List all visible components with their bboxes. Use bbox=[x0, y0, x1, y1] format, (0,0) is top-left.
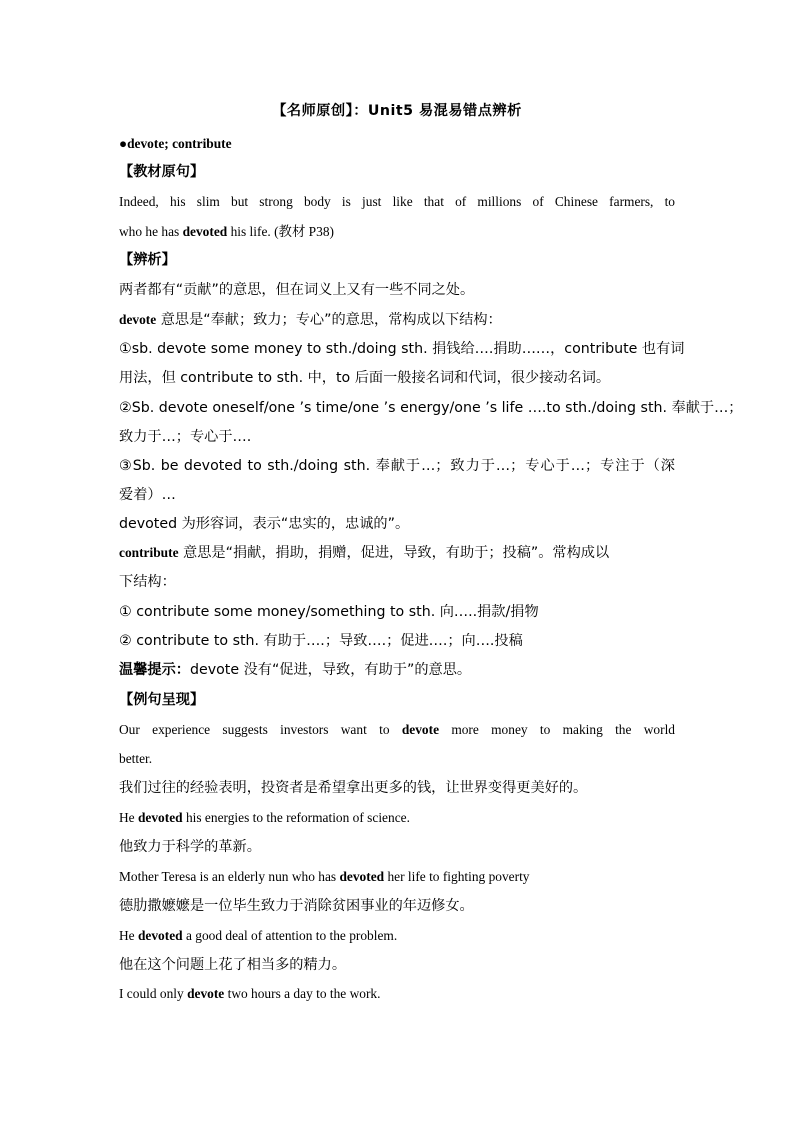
text-span: 意思是“奉献；致力；专心”的意思，常构成以下结构： bbox=[156, 312, 502, 328]
page-title: 【名师原创】：Unit5 易混易错点辨析 bbox=[272, 103, 522, 119]
tip-line bbox=[119, 660, 675, 680]
tip-text: devote 没有“促进，导致，有助于”的意思。 bbox=[189, 662, 472, 678]
example-1-en-line1 bbox=[119, 720, 675, 740]
text-span: his life. (教材 P38) bbox=[227, 224, 334, 239]
text-span: two hours a day to the work. bbox=[224, 986, 381, 1001]
text-span: He bbox=[119, 810, 138, 825]
example-1-zh: 我们过往的经验表明，投资者是希望拿出更多的钱，让世界变得更美好的。 bbox=[119, 780, 588, 796]
textbook-sentence-line1: Indeed, his slim but strong body is just like that of millions of Chinese farmers, to bbox=[119, 194, 675, 209]
textbook-sentence-line2 bbox=[119, 222, 675, 242]
bold-keyword: contribute bbox=[119, 545, 179, 560]
devote-item-1-line1: ①sb. devote some money to sth./doing sth. 捐钱给….捐助……，contribute 也有词 bbox=[119, 341, 685, 357]
bold-keyword: devoted bbox=[182, 224, 228, 239]
contribute-meaning-line1 bbox=[119, 543, 675, 563]
text-span: more money to making the world bbox=[439, 722, 675, 737]
section-examples-heading: 【例句呈现】 bbox=[119, 692, 205, 708]
analysis-intro: 两者都有“贡献”的意思，但在词义上又有一些不同之处。 bbox=[119, 282, 475, 298]
bold-keyword: devote bbox=[187, 986, 225, 1001]
section-analysis-heading: 【辨析】 bbox=[119, 252, 176, 268]
contribute-meaning-line2: 下结构： bbox=[119, 574, 176, 590]
text-span: her life to fighting poverty bbox=[384, 869, 530, 884]
example-4-zh: 他在这个问题上花了相当多的精力。 bbox=[119, 957, 347, 973]
example-2-zh: 他致力于科学的革新。 bbox=[119, 839, 261, 855]
devoted-note: devoted 为形容词，表示“忠实的，忠诚的”。 bbox=[119, 516, 410, 532]
devote-item-2-line1: ②Sb. devote oneself/one ’s time/one ’s energy/one ’s life ….to sth./doing sth. 奉献于…； bbox=[119, 400, 743, 416]
example-5-en bbox=[119, 984, 675, 1004]
devote-item-3-line1: ③Sb. be devoted to sth./doing sth. 奉献于…；致力于…；专心于…；专注于（深 bbox=[119, 458, 675, 474]
tip-label: 温馨提示： bbox=[119, 662, 190, 678]
example-2-en bbox=[119, 808, 675, 828]
section-textbook-heading: 【教材原句】 bbox=[119, 164, 205, 180]
example-3-zh: 德肋撒嬷嬷是一位毕生致力于消除贫困事业的年迈修女。 bbox=[119, 898, 474, 914]
devote-meaning bbox=[119, 310, 675, 330]
bold-keyword: devoted bbox=[339, 869, 385, 884]
devote-item-2-line2: 致力于…；专心于…. bbox=[119, 429, 252, 445]
contribute-item-2: ② contribute to sth. 有助于….；导致….；促进….；向….投稿 bbox=[119, 633, 523, 649]
text-span: Mother Teresa is an elderly nun who has bbox=[119, 869, 340, 884]
text-span: I could only bbox=[119, 986, 188, 1001]
text-span: a good deal of attention to the problem. bbox=[182, 928, 398, 943]
text-span: who he has bbox=[119, 224, 183, 239]
text-span: 意思是“捐献，捐助，捐赠，促进，导致，有助于；投稿”。常构成以 bbox=[178, 545, 610, 561]
devote-item-3-line2: 爱着）… bbox=[119, 487, 176, 503]
text-span: Our experience suggests investors want to bbox=[119, 722, 402, 737]
example-3-en bbox=[119, 867, 675, 887]
devote-item-1-line2: 用法，但 contribute to sth. 中，to 后面一般接名词和代词，很少接动名词。 bbox=[119, 370, 611, 386]
text-span: his energies to the reformation of science. bbox=[182, 810, 410, 825]
bold-keyword: devoted bbox=[137, 810, 183, 825]
bold-keyword: devoted bbox=[137, 928, 183, 943]
bold-keyword: devote bbox=[401, 722, 440, 737]
contribute-item-1: ① contribute some money/something to sth. 向…..捐款/捐物 bbox=[119, 604, 539, 620]
bold-keyword: devote bbox=[119, 312, 157, 327]
example-1-en-line2: better. bbox=[119, 751, 153, 766]
word-pair-heading: ●devote; contribute bbox=[119, 136, 232, 151]
example-4-en bbox=[119, 926, 675, 946]
text-span: He bbox=[119, 928, 138, 943]
